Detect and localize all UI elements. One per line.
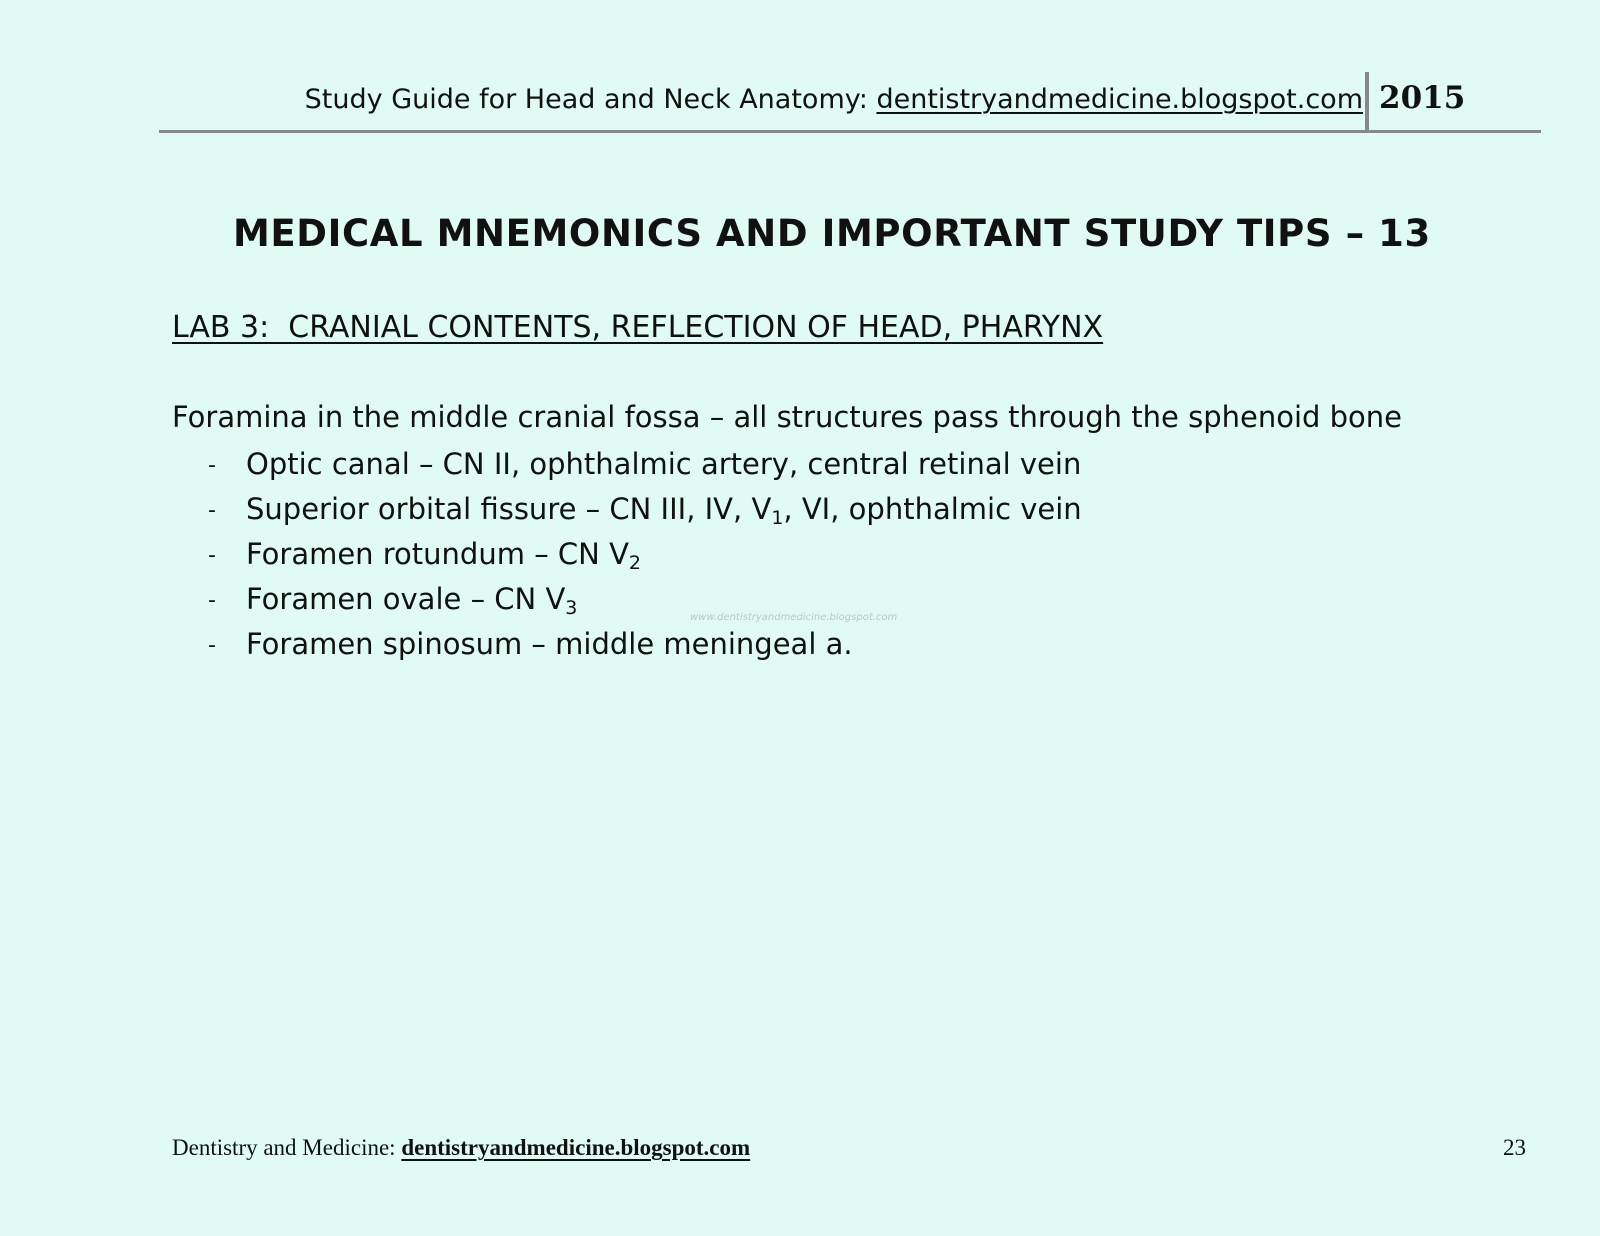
list-item: [208, 444, 1082, 489]
list-item-text: Foramen spinosum – middle meningeal a.: [246, 627, 853, 661]
lab-heading: LAB 3: CRANIAL CONTENTS, REFLECTION OF HEAD, PHARYNX: [172, 310, 1104, 345]
list-item-text: Superior orbital fissure – CN III, IV, V: [246, 492, 772, 526]
page-footer: [172, 1135, 750, 1161]
watermark: www.dentistryandmedicine.blogspot.com: [690, 612, 898, 623]
subscript: 1: [771, 507, 784, 529]
page-header: [159, 72, 1541, 133]
list-item-text: Foramen rotundum – CN V: [246, 537, 629, 571]
bullet-dash: -: [208, 453, 216, 478]
intro-text: Foramina in the middle cranial fossa – all structures pass through the sphenoid bone: [172, 400, 1403, 434]
subscript: 2: [628, 552, 641, 574]
bullet-dash: -: [208, 633, 216, 658]
bullet-dash: -: [208, 498, 216, 523]
header-guide-title: Study Guide for Head and Neck Anatomy:: [304, 84, 877, 115]
bullet-dash: -: [208, 588, 216, 613]
header-blog-link[interactable]: dentistryandmedicine.blogspot.com: [876, 84, 1363, 115]
page-title: MEDICAL MNEMONICS AND IMPORTANT STUDY TIPS – 13: [233, 212, 1431, 255]
footer-blog-link[interactable]: dentistryandmedicine.blogspot.com: [401, 1135, 751, 1160]
header-divider: [1365, 72, 1369, 130]
list-item: [208, 624, 1082, 669]
list-item: [208, 489, 1082, 534]
list-item: [208, 579, 1082, 624]
list-item-text: , VI, ophthalmic vein: [783, 492, 1082, 526]
page-number: 23: [1503, 1135, 1526, 1160]
header-title: [305, 84, 1363, 115]
bullet-dash: -: [208, 543, 216, 568]
list-item: [208, 534, 1082, 579]
footer-label: Dentistry and Medicine:: [172, 1135, 402, 1160]
foramina-list: [208, 444, 1082, 669]
subscript: 3: [565, 597, 578, 619]
list-item-text: Foramen ovale – CN V: [246, 582, 566, 616]
list-item-text: Optic canal – CN II, ophthalmic artery, central retinal vein: [246, 447, 1082, 481]
header-year: 2015: [1379, 80, 1466, 116]
